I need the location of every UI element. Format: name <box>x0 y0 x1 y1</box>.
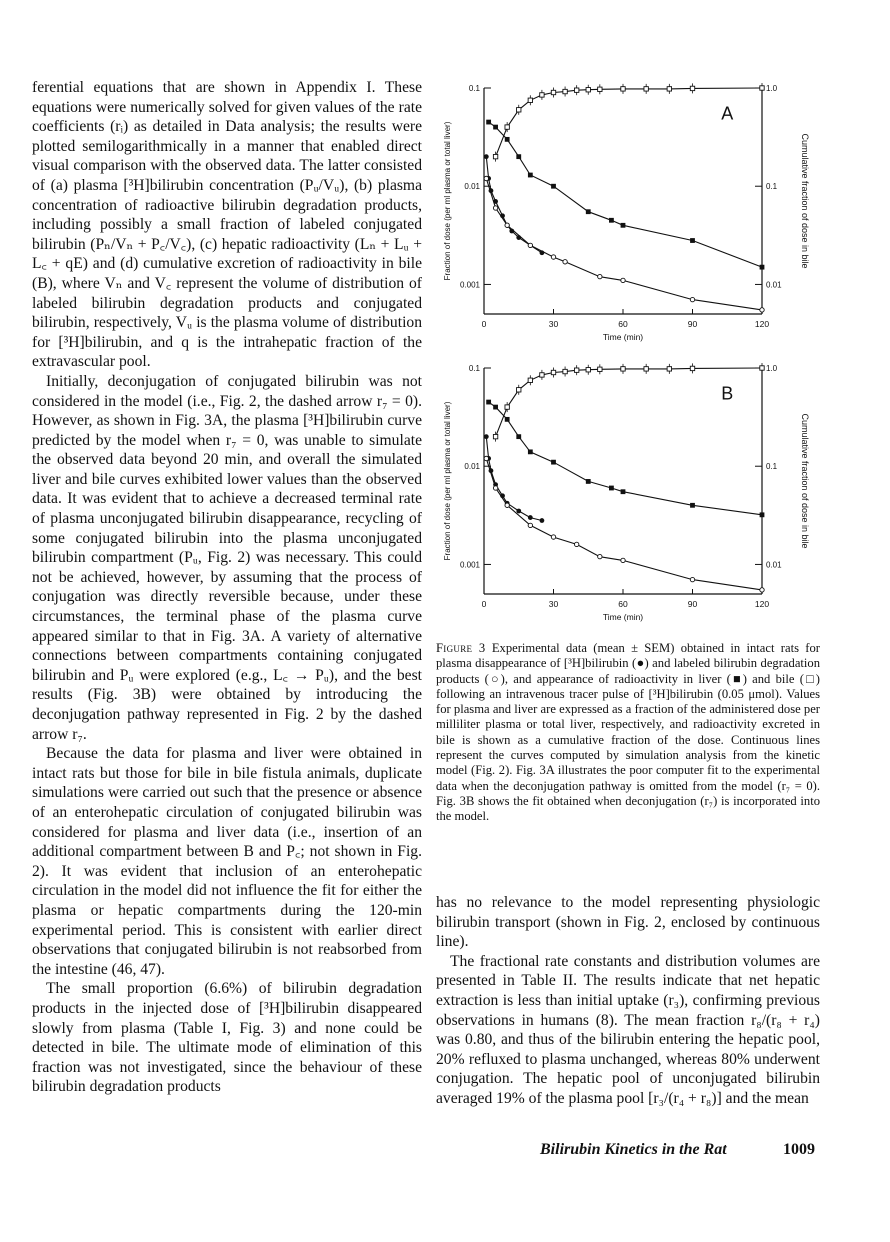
data-point-bile <box>551 90 555 94</box>
y-right-axis-label: Cumulative fraction of dose in bile <box>800 133 810 269</box>
data-point-plasma-bilirubin <box>540 250 545 255</box>
data-point-liver <box>486 120 491 125</box>
data-point-plasma-bilirubin <box>493 199 498 204</box>
data-point-bile <box>493 154 497 158</box>
data-point-liver <box>690 238 695 243</box>
data-point-liver <box>551 184 556 189</box>
data-point-degradation-products <box>528 243 532 247</box>
data-point-liver <box>493 405 498 410</box>
data-point-bile <box>598 87 602 91</box>
y-left-axis-label: Fraction of dose (per ml plasma or total liver) <box>443 401 452 561</box>
data-point-bile <box>551 370 555 374</box>
left-tick-label: 0.01 <box>464 182 480 192</box>
data-point-liver <box>609 486 614 491</box>
data-point-degradation-products <box>484 176 488 180</box>
page-number: 1009 <box>783 1141 815 1158</box>
data-point-degradation-products <box>505 223 509 227</box>
left-tick-label: 0.1 <box>468 84 480 93</box>
x-axis-label: Time (min) <box>602 332 644 342</box>
y-right-axis-label: Cumulative fraction of dose in bile <box>800 413 810 549</box>
data-point-plasma-bilirubin <box>516 509 521 514</box>
left-tick-label: 0.01 <box>464 462 480 472</box>
x-tick-label: 60 <box>618 599 628 609</box>
right-tick-label: 0.01 <box>766 560 782 570</box>
data-point-bile <box>598 367 602 371</box>
data-point-liver <box>621 489 626 494</box>
fit-curve <box>489 402 762 515</box>
data-point-bile <box>760 86 764 90</box>
data-point-liver <box>528 173 533 178</box>
data-point-bile <box>760 366 764 370</box>
y-left-axis-label: Fraction of dose (per ml plasma or total liver) <box>443 121 452 281</box>
paragraph: The small proportion (6.6%) of bilirubin degradation products in the injected dose of [³H]bilirubin disappeared slowly from plasma (Table I, Fig. 3) and none could be detected in bile. The ultimate mode of elimination of this fraction was not investigated, since the behaviour of these bilirubin degradation products <box>32 980 422 1096</box>
data-point-degradation-products <box>574 542 578 546</box>
left-tick-label: 0.001 <box>459 560 480 570</box>
data-point-bile <box>528 378 532 382</box>
data-point-plasma-bilirubin <box>484 434 489 439</box>
x-tick-label: 120 <box>754 599 770 609</box>
data-point-liver <box>516 434 521 439</box>
data-point-liver <box>586 209 591 214</box>
data-point-bile <box>574 88 578 92</box>
data-point-plasma-bilirubin <box>500 493 505 498</box>
data-point-bile <box>574 368 578 372</box>
data-point-bile <box>690 86 694 90</box>
data-point-liver <box>493 125 498 130</box>
right-tick-label: 1.0 <box>766 364 778 373</box>
data-point-bile <box>667 87 671 91</box>
data-point-degradation-products <box>551 255 555 259</box>
data-point-plasma-bilirubin <box>489 188 494 193</box>
data-point-bile <box>586 368 590 372</box>
data-point-plasma-bilirubin <box>489 468 494 473</box>
data-point-liver <box>551 460 556 465</box>
data-point-bile <box>517 108 521 112</box>
data-point-liver <box>760 512 765 517</box>
data-point-degradation-products <box>551 535 555 539</box>
data-point-bile <box>563 89 567 93</box>
data-point-bile <box>644 367 648 371</box>
data-point-bile <box>540 93 544 97</box>
data-point-bile <box>517 388 521 392</box>
data-point-plasma-bilirubin <box>509 229 514 234</box>
data-point-plasma-bilirubin <box>528 515 533 520</box>
right-tick-label: 0.1 <box>766 182 778 192</box>
data-point-degradation-products <box>690 577 694 581</box>
data-point-liver <box>505 417 510 422</box>
right-text-column <box>436 893 820 1109</box>
data-point-degradation-products <box>621 558 625 562</box>
data-point-degradation-products <box>493 486 497 490</box>
data-point-degradation-products <box>621 278 625 282</box>
figure-caption-text: Experimental data (mean ± SEM) obtained in intact rats for plasma disappearance of [³H]bilirubin (●) and labeled bilirubin degradation products (○), and appearance of radioactivity in liver (■) and bile (□) following an intravenous tracer pulse of [³H]bilirubin (0.05 μmol). Values for plasma and liver are expressed as a fraction of the administered dose per milliliter plasma or total liver, respectively, and radioactivity excreted in bile is shown as a cumulative fraction of the dose. Continuous lines represent the curves computed by simulation analysis from the kinetic model (Fig. 2). Fig. 3A illustrates the poor computer fit to the experimental data when the deconjugation pathway is omitted from the model (r₇ = 0). Fig. 3B shows the fit obtained when deconjugation (r₇) is incorporated into the model. <box>436 641 820 824</box>
data-point-bile <box>621 87 625 91</box>
paragraph: Because the data for plasma and liver were obtained in intact rats but those for bile in bile fistula animals, duplicate simulations were carried out such that the presence or absence of an enterohepatic circulation of conjugated bilirubin was considered for plasma and liver data (i.e., insertion of an additional compartment between B and P꜀; not shown in Fig. 2). It was evident that inclusion of an enterohepatic circulation in the model did not influence the fit for either the plasma or hepatic compartments during the 120-min experimental period. This is consistent with earlier direct observations that conjugated bilirubin is not reabsorbed from the intestine (46, 47). <box>32 745 422 978</box>
data-point-bile <box>690 366 694 370</box>
data-point-degradation-products <box>505 503 509 507</box>
x-tick-label: 90 <box>687 599 698 609</box>
data-point-liver <box>586 479 591 484</box>
data-point-bile <box>586 88 590 92</box>
right-tick-label: 0.01 <box>766 280 782 290</box>
data-point-bile <box>493 434 497 438</box>
data-point-bile <box>667 367 671 371</box>
data-point-liver <box>528 449 533 454</box>
panel-label: B <box>721 383 734 404</box>
left-tick-label: 0.001 <box>459 280 480 290</box>
data-point-liver <box>609 218 614 223</box>
paragraph: has no relevance to the model representing physiologic bilirubin transport (shown in Fig. 2, enclosed by continuous line). <box>436 894 820 951</box>
data-point-plasma-bilirubin <box>500 213 505 218</box>
data-point-bile <box>540 373 544 377</box>
data-point-degradation-products <box>760 588 764 592</box>
x-tick-label: 30 <box>548 319 559 329</box>
data-point-degradation-products <box>493 206 497 210</box>
x-tick-label: 90 <box>687 319 698 329</box>
data-point-liver <box>621 223 626 228</box>
data-point-degradation-products <box>484 456 488 460</box>
data-point-bile <box>644 87 648 91</box>
paragraph: ferential equations that are shown in Appendix I. These equations were numerically solved for given values of the rate coefficients (rᵢ) as detailed in Data analysis; the results were plotted semilogarithmically in a manner that enabled direct visual comparison with the observed data. The latter consisted of (a) plasma [³H]bilirubin concentration (Pᵤ/Vᵤ), (b) plasma concentration of radioactive bilirubin degradation products, including possibly a small fraction of labeled conjugated bilirubin (Pₙ/Vₙ + P꜀/V꜀), (c) hepatic radioactivity (Lₙ + Lᵤ + L꜀ + qE) and (d) cumulative excretion of radioactivity in bile (B), where Vₙ and V꜀ represent the volume of distribution of labeled bilirubin degradation products and conjugated bilirubin, respectively, Vᵤ is the plasma volume of distribution for [³H]bilirubin, and q is the intrahepatic fraction of the extravascular pool. <box>32 79 422 371</box>
data-point-bile <box>505 125 509 129</box>
paragraph: The fractional rate constants and distribution volumes are presented in Table II. The results indicate that net hepatic extraction is less than initial uptake (r₃), confirming previous observations in humans (8). The mean fraction r₈/(r₈ + r₄) was 0.80, and thus of the bilirubin entering the hepatic pool, 20% refluxed to plasma unchanged, whereas 80% underwent conjugation. The hepatic pool of unconjugated bilirubin averaged 19% of the plasma pool [r₃/(r₄ + r₈)] and the mean <box>436 952 820 1107</box>
data-point-plasma-bilirubin <box>516 235 521 240</box>
right-tick-label: 0.1 <box>766 462 778 472</box>
x-axis-label: Time (min) <box>602 612 644 622</box>
figure-label: Figure 3 <box>436 641 486 655</box>
left-text-column <box>32 78 422 1097</box>
data-point-liver <box>486 400 491 405</box>
data-point-bile <box>621 367 625 371</box>
data-point-degradation-products <box>528 523 532 527</box>
fit-curve <box>486 458 762 590</box>
running-title: Bilirubin Kinetics in the Rat <box>540 1141 727 1158</box>
data-point-liver <box>516 154 521 159</box>
data-point-degradation-products <box>598 274 602 278</box>
fit-curve <box>486 437 542 521</box>
data-point-liver <box>760 265 765 270</box>
data-point-plasma-bilirubin <box>484 154 489 159</box>
data-point-liver <box>505 137 510 142</box>
panel-label: A <box>721 103 734 124</box>
data-point-bile <box>505 405 509 409</box>
figure-3 <box>436 80 820 637</box>
x-tick-label: 0 <box>481 319 487 329</box>
figure-caption <box>436 641 820 825</box>
data-point-bile <box>563 369 567 373</box>
x-tick-label: 30 <box>548 599 559 609</box>
data-point-plasma-bilirubin <box>540 518 545 523</box>
x-tick-label: 60 <box>618 319 628 329</box>
right-tick-label: 1.0 <box>766 84 778 93</box>
data-point-degradation-products <box>760 308 764 312</box>
x-tick-label: 120 <box>754 319 770 329</box>
left-tick-label: 0.1 <box>468 364 480 373</box>
data-point-degradation-products <box>598 554 602 558</box>
x-tick-label: 0 <box>481 599 487 609</box>
paragraph: Initially, deconjugation of conjugated bilirubin was not considered in the model (i.e., Fig. 2, the dashed arrow r₇ = 0). However, as shown in Fig. 3A, the plasma [³H]bilirubin curve predicted by the model when r₇ = 0, was unable to simulate the observed data beyond 20 min, and overall the simulated liver and bile curves exhibited lower values than the observed data. It was evident that to achieve a decreased terminal rate of plasma unconjugated bilirubin disappearance, recycling of some conjugated bilirubin into the plasma unconjugated bilirubin compartment (Pᵤ, Fig. 2) was necessary. This could not be achieved, however, by assuming that the process of conjugation was directly reversible because, under these circumstances, the terminal phase of the plasma curve appeared similar to that in Fig. 3A. A variety of alternative connections between compartments containing conjugated bilirubin and Pᵤ were explored (e.g., L꜀ → Pᵤ), and the best results (Fig. 3B) were obtained by introducing the deconjugation pathway represented in Fig. 2 by the dashed arrow r₇. <box>32 372 422 743</box>
figure-3-plots <box>436 80 820 632</box>
data-point-liver <box>690 503 695 508</box>
data-point-degradation-products <box>690 297 694 301</box>
data-point-degradation-products <box>563 260 567 264</box>
data-point-bile <box>528 98 532 102</box>
